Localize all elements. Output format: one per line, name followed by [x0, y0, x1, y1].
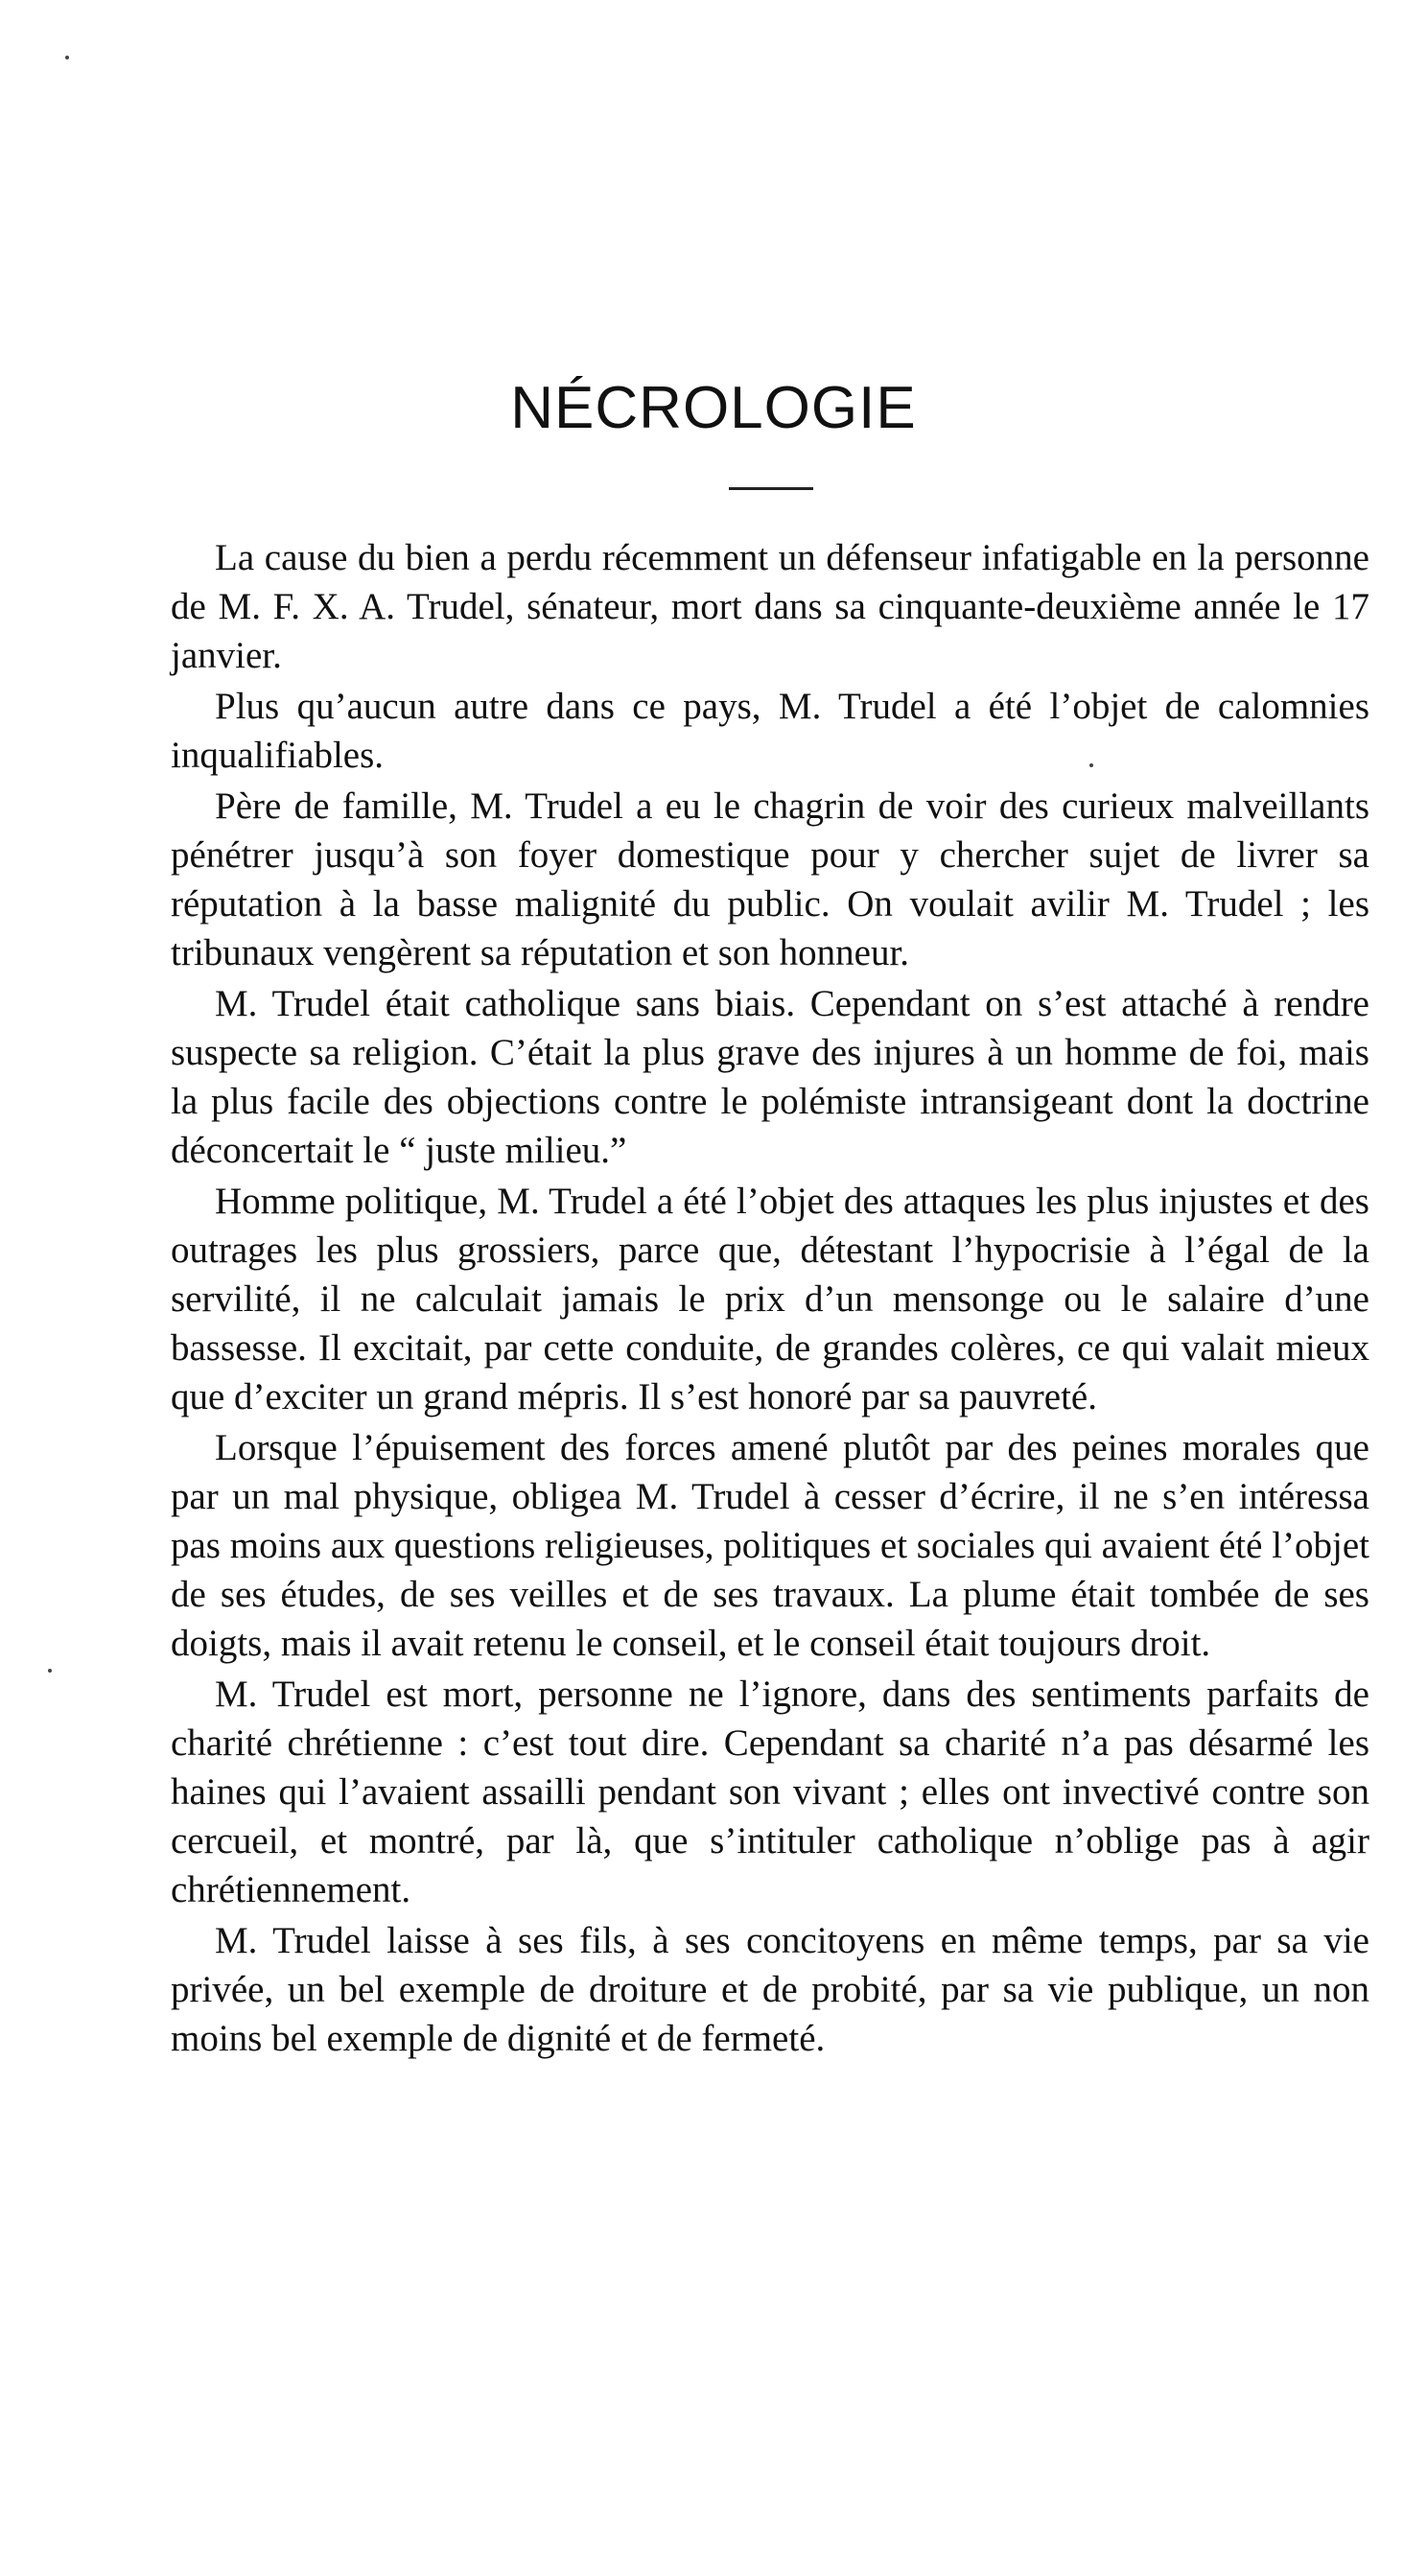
speck-mark — [48, 1669, 52, 1673]
paragraph: Père de famille, M. Trudel a eu le chagrin de voir des curieux malveillants pénétrer jusqu’à son foyer domestique pour y chercher sujet de livrer sa réputation à la basse malignité du public. On voulait avilir M. Trudel ; les tribunaux vengèrent sa réputation et son honneur. — [171, 785, 1369, 973]
speck-mark — [65, 56, 69, 59]
paragraph: M. Trudel est mort, personne ne l’ignore, dans des sentiments parfaits de charité chrétienne : c’est tout dire. Cependant sa charité n’a pas désarmé les haines qui l’avaient assailli pendant son vivant ; elles ont invectivé contre son cercueil, et montré, par là, que s’intituler catholique n’oblige pas à agir chrétiennement. — [171, 1674, 1369, 1910]
paragraph: Lorsque l’épuisement des forces amené plutôt par des peines morales que par un mal physique, obligea M. Trudel à cesser d’écrire, il ne s’en intéressa pas moins aux questions religieuses, politiques et sociales qui avaient été l’objet de ses études, de ses veilles et de ses travaux. La plume était tombée de ses doigts, mais il avait retenu le conseil, et le conseil était toujours droit. — [171, 1427, 1369, 1664]
title-divider — [729, 487, 813, 490]
paragraph: Homme politique, M. Trudel a été l’objet des attaques les plus injustes et des outrages les plus grossiers, parce que, détestant l’hypocrisie à l’égal de la servilité, il ne calculait jamais le prix d’un mensonge ou le salaire d’une bassesse. Il excitait, par cette conduite, de grandes colères, ce qui valait mieux que d’exciter un grand mépris. Il s’est honoré par sa pauvreté. — [171, 1181, 1369, 1417]
paragraph: M. Trudel laisse à ses fils, à ses concitoyens en même temps, par sa vie privée, un bel exemple de droiture et de probité, par sa vie publique, un non moins bel exemple de dignité et de fermeté. — [171, 1920, 1369, 2059]
paragraph: La cause du bien a perdu récemment un défenseur infatigable en la personne de M. F. X. A. Trudel, sénateur, mort dans sa cinquante-deuxième année le 17 janvier. — [171, 537, 1369, 676]
paragraph: Plus qu’aucun autre dans ce pays, M. Trudel a été l’objet de calomnies inqualifiables. — [171, 686, 1369, 776]
paragraph: M. Trudel était catholique sans biais. Cependant on s’est attaché à rendre suspecte sa religion. C’était la plus grave des injures à un homme de foi, mais la plus facile des objections contre le polémiste intransigeant dont la doctrine déconcertait le “ juste milieu.” — [171, 983, 1369, 1171]
article-body — [171, 533, 1369, 2065]
page-title: NÉCROLOGIE — [510, 375, 917, 441]
